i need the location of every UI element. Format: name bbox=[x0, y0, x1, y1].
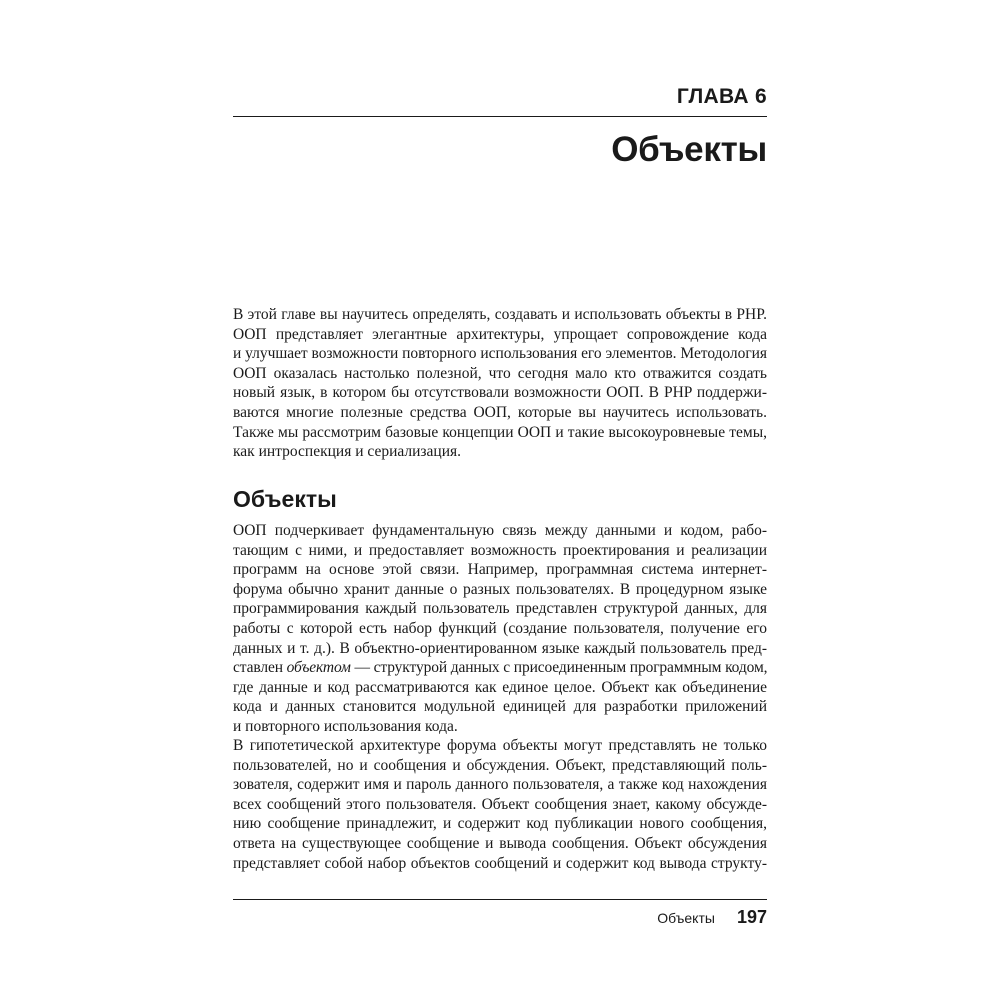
paragraph-line: представляет собой набор объектов сообщений и содержит код вывода структу- bbox=[233, 854, 767, 872]
paragraph-line: зователя, содержит имя и пароль данного пользователя, а также код нахождения bbox=[233, 776, 767, 794]
paragraph-line: форума обычно хранит данные о разных пользователях. В процедурном языке bbox=[233, 580, 767, 598]
intro-line: ООП оказалась настолько полезной, что сегодня мало кто отважится создать bbox=[233, 364, 767, 382]
paragraph-line-emphasis bbox=[233, 658, 767, 678]
paragraph-line: пользователей, но и сообщения и обсуждения. Объект, представляющий поль- bbox=[233, 756, 767, 774]
paragraph-line: ответа на существующее сообщение и вывода сообщения. Объект обсуждения bbox=[233, 834, 767, 852]
page-number: 197 bbox=[736, 907, 767, 927]
paragraph-line: кода и данных становится модульной единицей для разработки приложений bbox=[233, 698, 767, 716]
line-prefix: ставлен bbox=[233, 659, 287, 677]
paragraph-line: тающим с ними, и предоставляет возможность проектирования и реализации bbox=[233, 541, 767, 559]
paragraph-line: работы с которой есть набор функций (создание пользователя, получение его bbox=[233, 619, 767, 637]
paragraph-line: всех сообщений этого пользователя. Объект сообщения знает, какому обсужде- bbox=[233, 795, 767, 813]
paragraph-line: программ на основе этой связи. Например, программная система интернет- bbox=[233, 561, 767, 579]
chapter-rule bbox=[233, 116, 767, 117]
intro-line: как интроспекция и сериализация. bbox=[233, 443, 462, 461]
paragraph-line: В гипотетической архитектуре форума объекты могут представлять не только bbox=[233, 737, 767, 754]
paragraph-line: данных и т. д.). В объектно-ориентированном языке каждый пользователь пред- bbox=[233, 639, 767, 657]
line-suffix: — структурой данных с присоединенным программным кодом, bbox=[350, 659, 768, 677]
paragraph-line: и повторного использования кода. bbox=[233, 717, 458, 735]
page-footer bbox=[233, 905, 767, 931]
section-paragraph-2 bbox=[233, 736, 767, 873]
paragraph-line: ООП подчеркивает фундаментальную связь между данными и кодом, рабо- bbox=[233, 522, 767, 539]
section-paragraph-1 bbox=[233, 521, 767, 737]
intro-line: В этой главе вы научитесь определять, создавать и использовать объекты в PHP. bbox=[233, 306, 767, 323]
intro-line: и улучшает возможности повторного использования его элементов. Методология bbox=[233, 345, 767, 363]
paragraph-line: нию сообщение принадлежит, и содержит код публикации нового сообщения, bbox=[233, 815, 767, 833]
chapter-title: Объекты bbox=[611, 130, 767, 169]
paragraph-line: программирования каждый пользователь представлен структурой данных, для bbox=[233, 600, 767, 618]
intro-paragraph bbox=[233, 305, 767, 462]
intro-line: ваются многие полезные средства ООП, которые вы научитесь использовать. bbox=[233, 403, 767, 421]
section-heading: Объекты bbox=[233, 486, 337, 512]
running-title: Объекты bbox=[657, 910, 715, 926]
paragraph-line: где данные и код рассматриваются как единое целое. Объект как объединение bbox=[233, 678, 767, 696]
footer-rule bbox=[233, 899, 767, 900]
intro-line: ООП представляет элегантные архитектуры, упрощает сопровождение кода bbox=[233, 325, 767, 343]
chapter-label: ГЛАВА 6 bbox=[676, 85, 767, 108]
intro-line: новый язык, в котором бы отсутствовали возможности ООП. В PHP поддержи- bbox=[233, 384, 767, 402]
intro-line: Также мы рассмотрим базовые концепции ООП и такие высокоуровневые темы, bbox=[233, 423, 767, 441]
emphasized-term: объектом bbox=[286, 659, 351, 677]
